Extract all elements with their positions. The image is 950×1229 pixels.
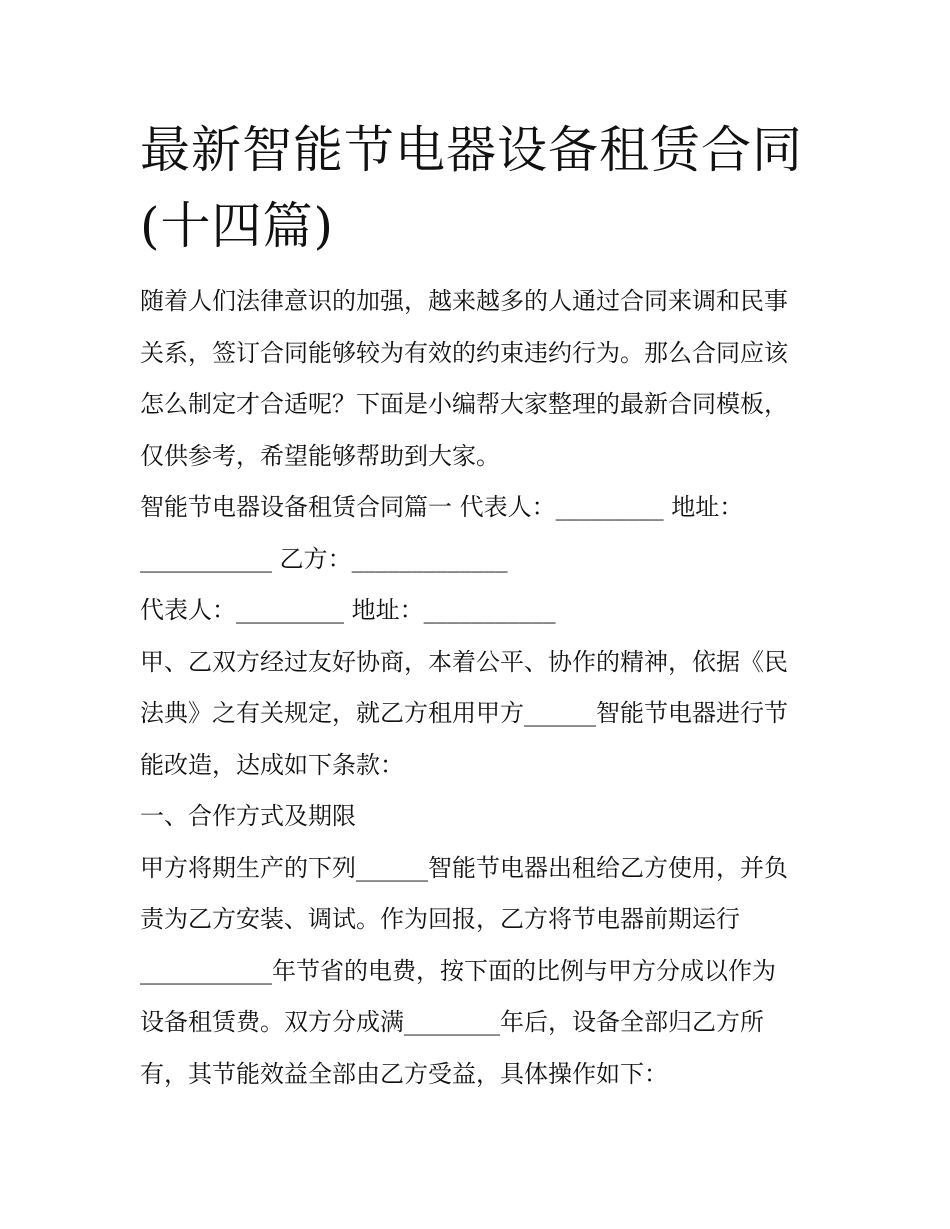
title-line-2: (十四篇) xyxy=(140,197,335,255)
preamble-line-3: 能改造，达成如下条款： xyxy=(140,750,404,779)
title-line-1: 最新智能节电器设备租赁合同 xyxy=(140,121,803,179)
section-1-line-1: 甲方将期生产的下列______智能节电器出租给乙方使用，并负 xyxy=(140,853,788,882)
section-heading-1: 一、合作方式及期限 xyxy=(140,802,356,830)
section-1-line-2: 责为乙方安装、调试。作为回报，乙方将节电器前期运行 xyxy=(140,905,740,933)
intro-line-4: 仅供参考，希望能够帮助到大家。 xyxy=(140,441,500,470)
section-1-line-3: ___________年节省的电费，按下面的比例与甲方分成以作为 xyxy=(140,956,776,985)
party-b-line: ___________ 乙方：_____________ xyxy=(140,544,508,573)
party-b-representative-line: 代表人：_________ 地址：___________ xyxy=(140,596,556,624)
preamble-line-2: 法典》之有关规定，就乙方租用甲方______智能节电器进行节 xyxy=(140,699,788,727)
intro-line-3: 怎么制定才合适呢？下面是小编帮大家整理的最新合同模板， xyxy=(140,390,788,418)
section-1-line-5: 有，其节能效益全部由乙方受益，具体操作如下： xyxy=(140,1059,668,1088)
intro-line-2: 关系，签订合同能够较为有效的约束违约行为。那么合同应该 xyxy=(140,338,788,367)
document-body xyxy=(140,276,820,1100)
document-title xyxy=(140,112,840,264)
intro-line-1: 随着人们法律意识的加强，越来越多的人通过合同来调和民事 xyxy=(140,287,788,315)
preamble-line-1: 甲、乙双方经过友好协商，本着公平、协作的精神，依据《民 xyxy=(140,647,788,676)
section-1-line-4: 设备租赁费。双方分成满________年后，设备全部归乙方所 xyxy=(140,1008,764,1036)
party-a-line: 智能节电器设备租赁合同篇一 代表人：_________ 地址： xyxy=(140,493,744,521)
